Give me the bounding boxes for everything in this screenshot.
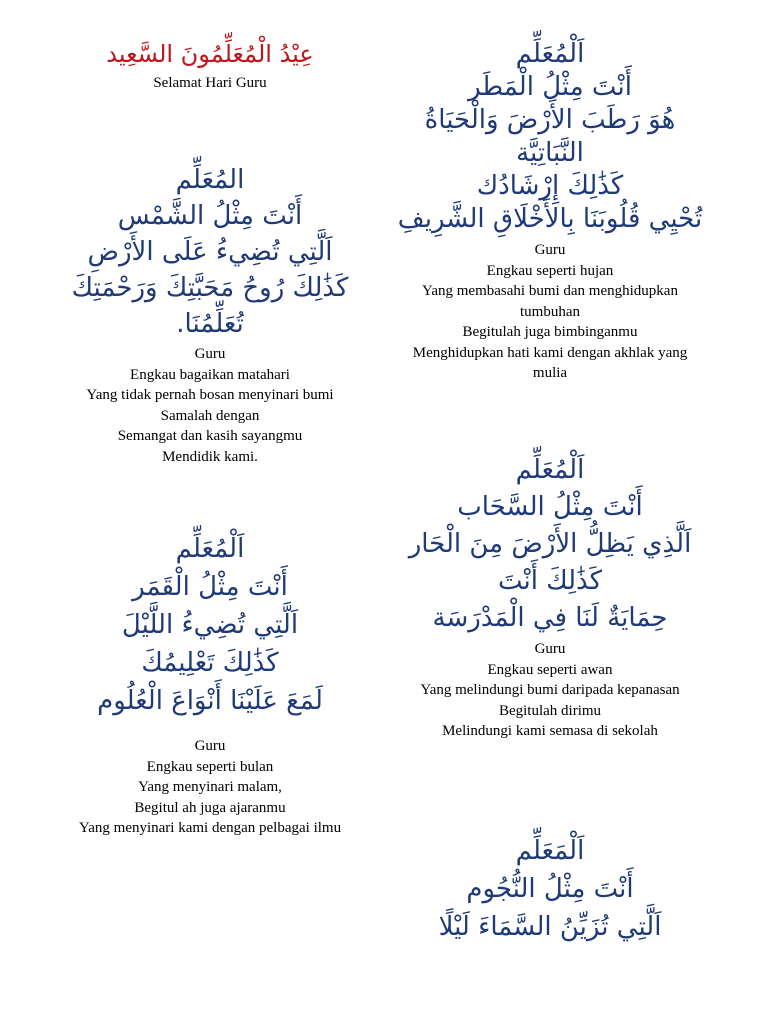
poem-bulan <box>40 530 380 839</box>
header-block <box>50 40 370 93</box>
arabic-line: كَذَٰلِكَ رُوحُ مَحَبَّتِكَ وَرَحْمَتِكَ <box>71 273 349 303</box>
poem-hujan-arabic <box>380 38 720 236</box>
arabic-line: كَذَٰلِكَ تَعْلِيمُكَ <box>141 648 279 678</box>
poem-hujan-malay <box>380 240 720 384</box>
arabic-line: تُعَلِّمُنَا. <box>176 309 244 339</box>
arabic-line: كَذَٰلِكَ إِرْشَادُك <box>476 171 624 201</box>
malay-line: Samalah dengan <box>160 407 260 424</box>
poem-awan <box>385 452 715 742</box>
malay-line: Yang membasahi bumi dan menghidupkan <box>422 283 678 299</box>
arabic-line: تُحْيِي قُلُوبَنَا بِالأَخْلَاقِ الشَّرِيفِ <box>397 204 703 234</box>
malay-line: Yang tidak pernah bosan menyinari bumi <box>86 387 334 403</box>
malay-line: Engkau seperti bulan <box>146 758 274 775</box>
malay-line: Guru <box>534 242 566 258</box>
malay-line: tumbuhan <box>520 303 580 320</box>
poem-matahari-arabic <box>40 162 380 342</box>
malay-line: Melindungi kami semasa di sekolah <box>442 723 658 739</box>
malay-line: Menghidupkan hati kami dengan akhlak yang <box>412 344 688 361</box>
malay-line: Guru <box>194 738 226 754</box>
malay-line: Engkau bagaikan matahari <box>130 366 290 383</box>
arabic-line: أَنْتَ مِثْلُ السَّحَاب <box>457 492 643 522</box>
arabic-line: اَلَّتِي تُزَيِّنُ السَّمَاءَ لَيْلًا <box>438 912 662 942</box>
arabic-line: اَلْمَعَلِّم <box>515 836 585 866</box>
arabic-line: حِمَايَةٌ لَنَا فِي الْمَدْرَسَة <box>432 603 668 633</box>
poem-hujan <box>380 38 720 384</box>
malay-line: Guru <box>194 346 226 362</box>
poem-bintang-arabic <box>385 832 715 946</box>
malay-line: Engkau seperti hujan <box>486 262 614 279</box>
malay-line: Begitul ah juga ajaranmu <box>134 799 286 816</box>
arabic-line: أَنْتَ مِثْلُ الْمَطَر <box>468 72 632 102</box>
poem-bulan-arabic <box>40 530 380 720</box>
poem-bintang <box>385 832 715 946</box>
poem-awan-malay <box>385 639 715 742</box>
arabic-line: اَلَّتِي تُضِيءُ اللَّيْلَ <box>121 610 299 640</box>
malay-line: Guru <box>534 641 566 657</box>
arabic-line: أَنْتَ مِثْلُ النُّجُوم <box>466 874 634 904</box>
arabic-line: اَلْمُعَلِّم <box>175 534 245 564</box>
malay-line: Begitulah juga bimbinganmu <box>462 324 638 340</box>
arabic-line: هُوَ رَطَبَ الأَرْضَ وَالْحَيَاةُ <box>424 105 676 135</box>
arabic-line: اَلَّتِي تُضِيءُ عَلَى الأَرْضِ <box>87 237 333 267</box>
arabic-line: اَلَّذِي يَظِلُّ الأَرْضَ مِنَ الْحَار <box>408 529 692 559</box>
malay-line: Yang melindungi bumi daripada kepanasan <box>420 682 680 698</box>
arabic-line: اَلْمُعَلِّم <box>515 39 585 69</box>
poem-awan-arabic <box>385 452 715 637</box>
malay-line: Engkau seperti awan <box>487 661 613 678</box>
arabic-title: عِيْدُ الْمُعَلِّمُونَ السَّعِيد <box>106 40 314 68</box>
arabic-line: النَّبَاتِيَّة <box>516 138 584 168</box>
arabic-line: أَنْتَ مِثْلُ الْقَمَر <box>132 572 288 602</box>
malay-line: Semangat dan kasih sayangmu <box>117 428 303 444</box>
poem-matahari <box>40 162 380 467</box>
arabic-line: لَمَعَ عَلَيْنَا أَنْوَاعَ الْعُلُوم <box>97 686 323 716</box>
malay-line: Yang menyinari malam, <box>138 779 282 795</box>
malay-line: Begitulah dirimu <box>498 702 602 719</box>
poem-bulan-malay <box>40 736 380 839</box>
malay-line: mulia <box>532 365 568 381</box>
arabic-line: اَلْمُعَلِّم <box>515 455 585 485</box>
arabic-line: أَنْتَ مِثْلُ الشَّمْس <box>117 201 303 231</box>
malay-line: Mendidik kami. <box>162 448 258 465</box>
poem-matahari-malay <box>40 344 380 467</box>
malay-line: Yang menyinari kami dengan pelbagai ilmu <box>78 820 342 836</box>
arabic-line: المُعَلِّم <box>175 165 245 195</box>
subtitle: Selamat Hari Guru <box>153 74 267 91</box>
arabic-line: كَذَٰلِكَ أَنْتَ <box>497 566 603 596</box>
